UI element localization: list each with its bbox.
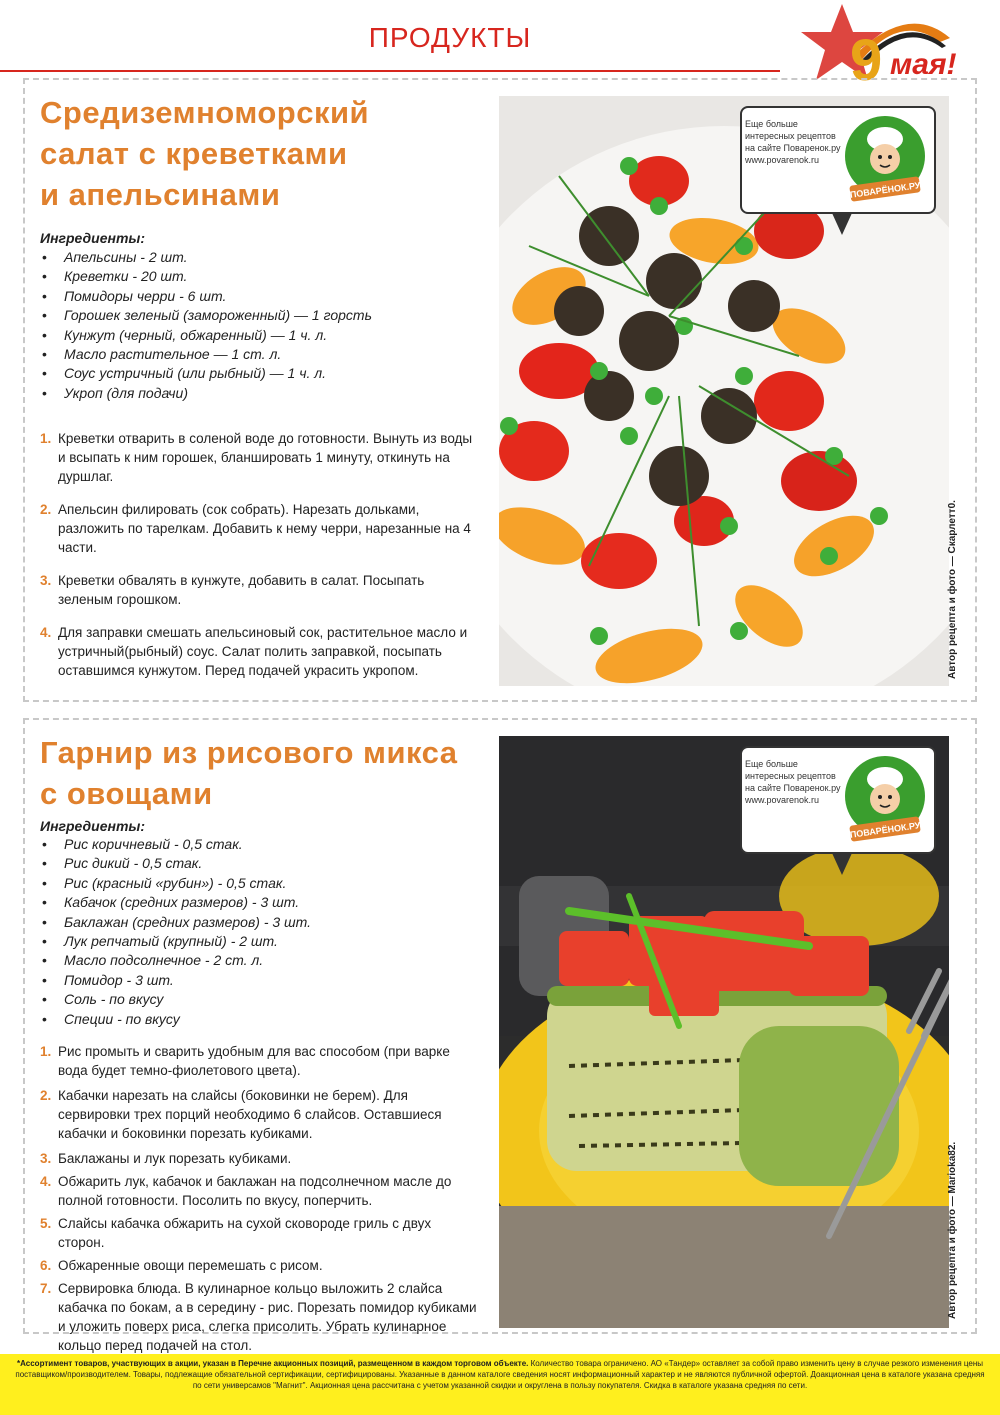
step-text: Обжаренные овощи перемешать с рисом.: [58, 1258, 323, 1273]
callout-tail: [832, 213, 852, 235]
ingredient-item: • Помидоры черри - 6 шт.: [40, 287, 372, 306]
ingredients-heading: Ингредиенты:: [40, 230, 146, 246]
legal-disclaimer: [0, 1354, 1000, 1415]
zucchini-tower: [547, 986, 899, 1186]
step-item: [40, 429, 480, 486]
ingredient-item: • Рис (красный «рубин») - 0,5 стак.: [40, 874, 311, 893]
step-text: Креветки отварить в соленой воде до готовности. Вынуть из воды и всыпать к ним горошек, бланшировать 1 минуту, откинуть на дуршлаг.: [58, 431, 473, 484]
step-item: [40, 1256, 480, 1275]
ingredient-item: • Соус устричный (или рыбный) — 1 ч. л.: [40, 364, 372, 383]
step-text: Сервировка блюда. В кулинарное кольцо выложить 2 слайса кабачка по бокам, а в середину - рис. Порезать помидор кубиками и уложить поверх риса, слегка присолить. Убрать кулинарное кольцо перед подачей на стол.: [58, 1281, 477, 1353]
step-text: Слайсы кабачка обжарить на сухой сковороде гриль с двух сторон.: [58, 1216, 432, 1250]
ingredient-item: • Кабачок (средних размеров) - 3 шт.: [40, 893, 311, 912]
callout-url: www.povarenok.ru: [745, 795, 820, 805]
photo-credit: Автор рецепта и фото — Скарлетт0.: [947, 500, 958, 680]
step-number: 2.: [40, 502, 52, 517]
ingredients-list: [40, 835, 311, 1029]
step-item: [40, 1172, 480, 1210]
svg-text:мая!: мая!: [890, 48, 957, 81]
page-title: ПРОДУКТЫ: [368, 22, 532, 53]
step-number: 6.: [40, 1258, 52, 1273]
callout-line: на сайте Поваренок.ру: [745, 143, 841, 153]
step-number: 1.: [40, 431, 52, 446]
ingredient-item: • Рис дикий - 0,5 стак.: [40, 854, 311, 873]
step-item: [40, 623, 480, 680]
ingredient-item: • Апельсины - 2 шт.: [40, 248, 372, 267]
step-number: 7.: [40, 1281, 52, 1296]
ingredients-heading: Ингредиенты:: [40, 818, 146, 834]
step-text: Обжарить лук, кабачок и баклажан на подсолнечном масле до полной готовности. Посолить по вкусу, поперчить.: [58, 1174, 452, 1208]
step-item: [40, 571, 480, 609]
ingredient-item: • Масло подсолнечное - 2 ст. л.: [40, 951, 311, 970]
svg-text:ПОВАРЁНОК.РУ: ПОВАРЁНОК.РУ: [849, 820, 922, 840]
step-number: 3.: [40, 1151, 52, 1166]
step-item: [40, 1214, 480, 1252]
povarenok-callout: [740, 106, 936, 214]
preparation-steps: [40, 429, 480, 680]
step-number: 2.: [40, 1088, 52, 1103]
step-text: Для заправки смешать апельсиновый сок, растительное масло и устричный(рыбный) соус. Салат полить заправкой, посыпать оставшимся кунжутом. Перед подачей украсить укропом.: [58, 625, 468, 678]
ingredient-item: • Рис коричневый - 0,5 стак.: [40, 835, 311, 854]
ingredient-item: • Кунжут (черный, обжаренный) — 1 ч. л.: [40, 326, 372, 345]
step-item: [40, 1086, 480, 1143]
ingredient-item: • Специи - по вкусу: [40, 1010, 311, 1029]
step-number: 4.: [40, 1174, 52, 1189]
ingredient-item: • Баклажан (средних размеров) - 3 шт.: [40, 913, 311, 932]
step-item: [40, 1279, 480, 1355]
callout-tail: [832, 853, 852, 875]
ingredient-item: • Укроп (для подачи): [40, 384, 372, 403]
step-text: Баклажаны и лук порезать кубиками.: [58, 1151, 292, 1166]
callout-line: Еще больше: [745, 759, 798, 769]
svg-text:9: 9: [850, 28, 883, 92]
disclaimer-text: Количество товара ограничено. АО «Тандер» оставляет за собой право изменить цену в случае резкого изменения цены поставщиком/производителем. Товары, подлежащие обязательной сертификации, сертифицированы. Указанные в данном каталоге сведения носят информационный характер и не являются публичной офертой. Доакционная цена в каталоге указана средняя по сети универсамов "Магнит". Акционная цена рассчитана с учетом указанной скидки и округлена в пользу покупателя. Скидка в каталоге указана средняя по сети.: [15, 1359, 985, 1390]
step-item: [40, 1149, 480, 1168]
rice-dish-photo: [499, 736, 949, 1328]
disclaimer-bold: *Ассортимент товаров, участвующих в акции, указан в Перечне акционных позиций, размещенном в каждом торговом объекте.: [17, 1359, 529, 1368]
step-text: Рис промыть и сварить удобным для вас способом (при варке вода будет темно-фиолетового цвета).: [58, 1044, 450, 1078]
step-text: Креветки обвалять в кунжуте, добавить в салат. Посыпать зеленым горошком.: [58, 573, 425, 607]
step-number: 4.: [40, 625, 52, 640]
header-divider: [0, 70, 780, 72]
linen-napkin: [499, 1206, 949, 1328]
preparation-steps: [40, 1042, 480, 1355]
step-number: 5.: [40, 1216, 52, 1231]
step-number: 3.: [40, 573, 52, 588]
recipe-title: Гарнир из рисового микса с овощами: [40, 735, 458, 811]
svg-text:ПОВАРЁНОК.РУ: ПОВАРЁНОК.РУ: [849, 180, 922, 200]
callout-line: на сайте Поваренок.ру: [745, 783, 841, 793]
step-item: [40, 1042, 480, 1080]
callout-line: интересных рецептов: [745, 771, 836, 781]
callout-line: Еще больше: [745, 119, 798, 129]
step-text: Апельсин филировать (сок собрать). Нарезать дольками, разложить по тарелкам. Добавить к нему черри, нарезанные на 4 части.: [58, 502, 471, 555]
ingredient-item: • Масло растительное — 1 ст. л.: [40, 345, 372, 364]
ingredient-item: • Креветки - 20 шт.: [40, 267, 372, 286]
ingredient-item: • Горошек зеленый (замороженный) — 1 горсть: [40, 306, 372, 325]
step-text: Кабачки нарезать на слайсы (боковинки не берем). Для сервировки трех порций необходимо 6 слайсов. Оставшиеся кабачки и боковинки порезать кубиками.: [58, 1088, 442, 1141]
ingredients-list: [40, 248, 372, 403]
step-item: [40, 500, 480, 557]
callout-url: www.povarenok.ru: [745, 155, 820, 165]
ingredient-item: • Помидор - 3 шт.: [40, 971, 311, 990]
step-number: 1.: [40, 1044, 52, 1059]
recipe-title: Средиземноморский салат с креветками и апельсинами: [40, 95, 370, 212]
ingredient-item: • Соль - по вкусу: [40, 990, 311, 1009]
ingredient-item: • Лук репчатый (крупный) - 2 шт.: [40, 932, 311, 951]
povarenok-callout: [740, 746, 936, 854]
callout-line: интересных рецептов: [745, 131, 836, 141]
salad-photo: [499, 96, 949, 686]
photo-credit: Автор рецепта и фото — Marioka82.: [947, 1141, 958, 1319]
